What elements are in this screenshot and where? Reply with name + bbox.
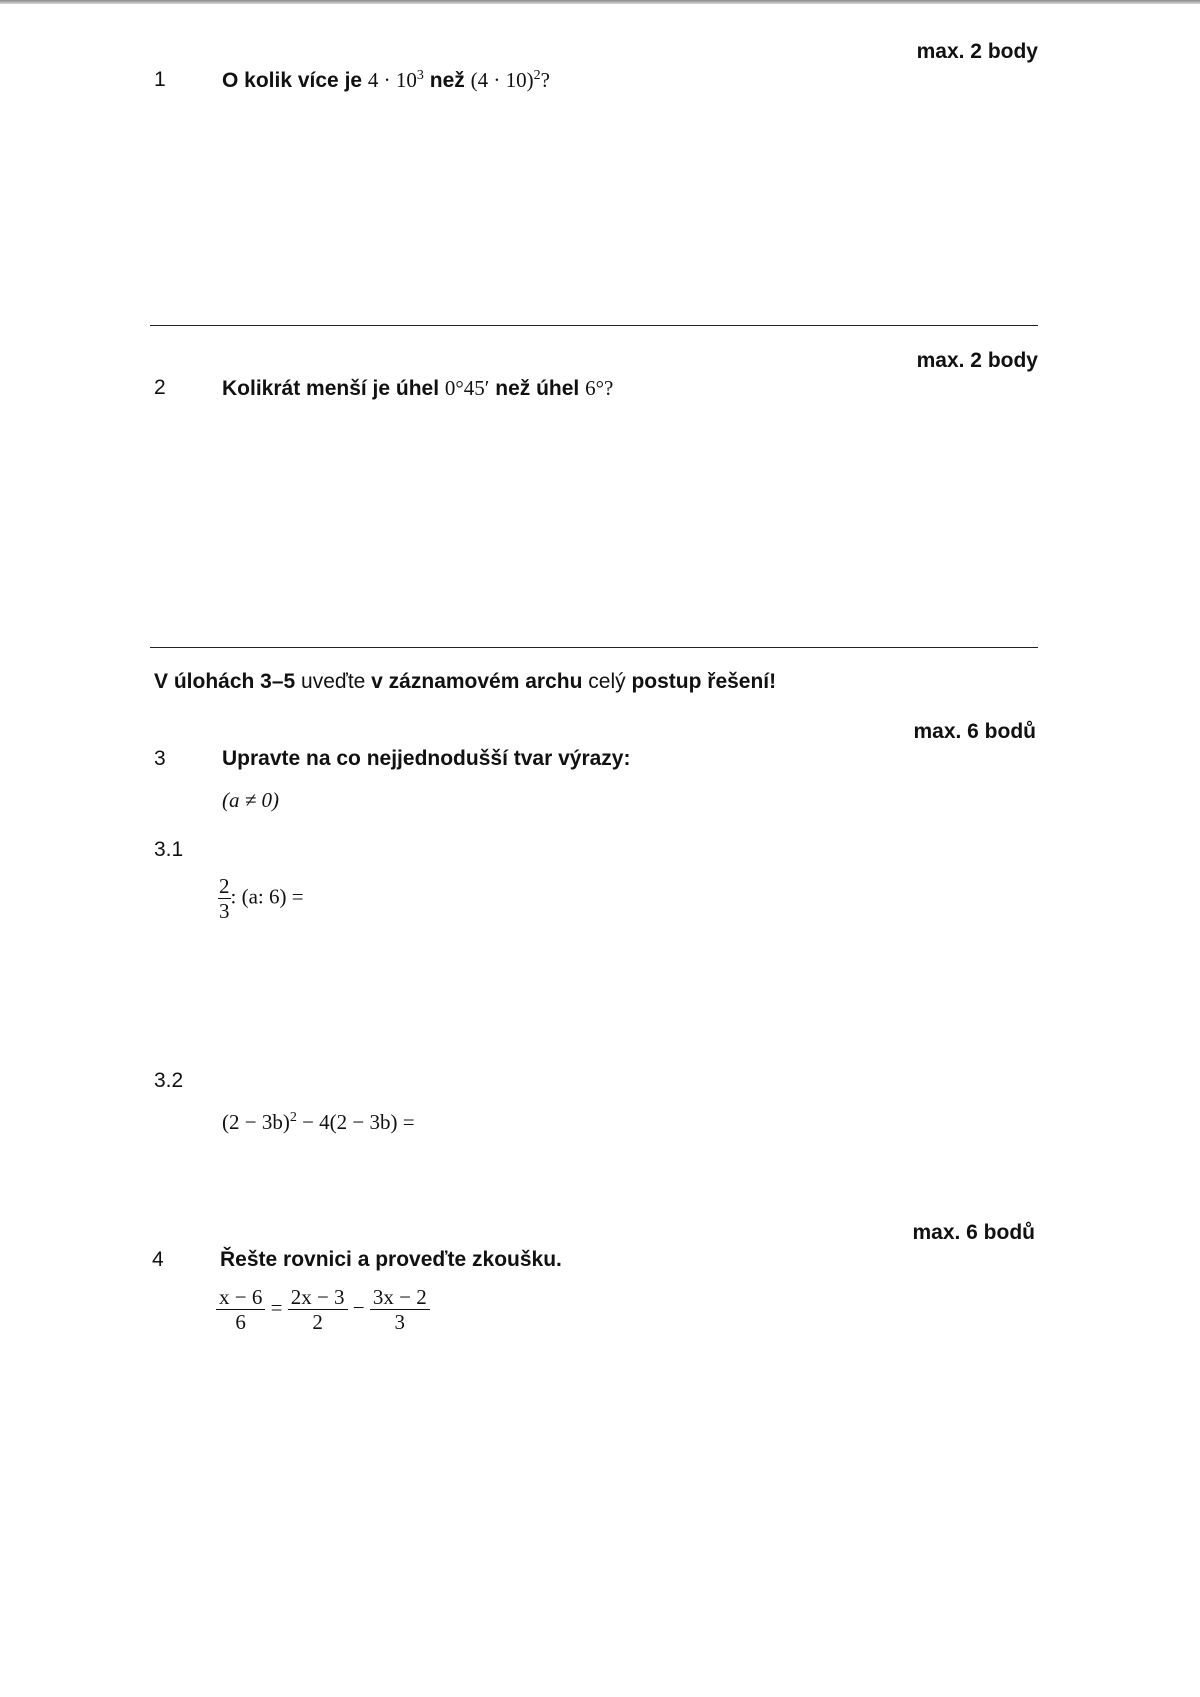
q1-number: 1 [154, 68, 166, 91]
page-top-border [0, 0, 1200, 4]
instruction: V úlohách 3–5 uveďte v záznamovém archu celý postup řešení! [154, 670, 777, 693]
q2-points: max. 2 body [916, 349, 1038, 372]
q2-text-a: Kolikrát menší je úhel [222, 377, 445, 400]
q3-number: 3 [154, 747, 166, 770]
q4-fraction-3: $\frac{3x - 2}{3}$ [370, 1285, 430, 1334]
separator-2 [150, 647, 1038, 648]
q3-points: max. 6 bodů [913, 720, 1036, 743]
q1-text-a: O kolik více je [222, 69, 368, 92]
q3-2-label: 3.2 [154, 1069, 184, 1092]
q1-text-b: než [423, 69, 471, 92]
q4-fraction-2: $\frac{2x - 3}{2}$ [288, 1285, 348, 1334]
q1-points: max. 2 body [916, 40, 1038, 63]
q2-number: 2 [154, 376, 166, 399]
q4-points: max. 6 bodů [912, 1221, 1035, 1244]
q4-fraction-1: $\frac{x - 6}{6}$ [216, 1285, 265, 1334]
q2-text-b: než úhel [489, 377, 586, 400]
q2-question [222, 376, 613, 401]
q3-2-expression: $(2 - 3b)^2 - 4(2 - 3b)$ = [222, 1110, 415, 1134]
q4-equals: = [270, 1295, 283, 1320]
q1-expr-a: $4 \cdot 10^3$ [367, 68, 424, 92]
q2-angle-a: 0°45′ [444, 376, 490, 400]
q4-equation [216, 1285, 430, 1334]
q3-1-rest: : (a: 6) = [230, 884, 304, 909]
q4-number: 4 [152, 1248, 164, 1271]
q1-question [222, 68, 550, 93]
q3-1-expression [218, 874, 304, 923]
q3-1-label: 3.1 [154, 838, 184, 861]
q3-condition: (a ≠ 0) [222, 788, 280, 812]
q4-minus: − [352, 1295, 365, 1320]
q2-angle-b: 6°? [585, 376, 614, 400]
q1-expr-b: $(4 \cdot 10)^2$? [470, 68, 550, 92]
q4-title: Řešte rovnici a proveďte zkoušku. [220, 1248, 562, 1271]
q3-title: Upravte na co nejjednodušší tvar výrazy: [222, 747, 631, 770]
q3-1-fraction: $\frac{2}{3}$ [219, 874, 230, 923]
separator-1 [150, 325, 1038, 326]
